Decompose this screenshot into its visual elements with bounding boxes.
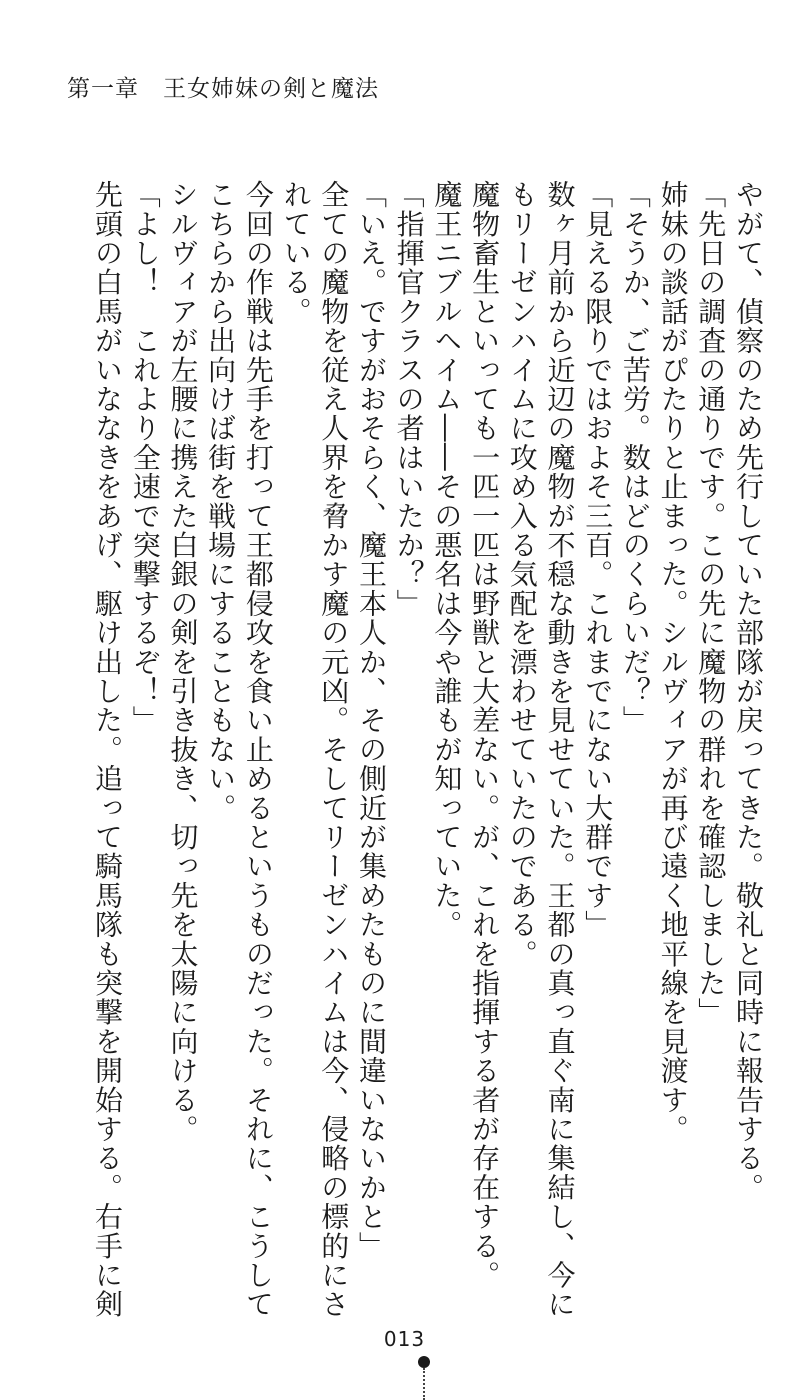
text-line: シルヴィアが左腰に携えた白銀の剣を引き抜き、切っ先を太陽に向ける。: [166, 180, 200, 1144]
text-line: 姉妹の談話がぴたりと止まった。シルヴィアが再び遠く地平線を見渡す。: [656, 180, 690, 1144]
text-line: 「先日の調査の通りです。この先に魔物の群れを確認しました」: [694, 180, 728, 1027]
text-line: もリーゼンハイムに攻め入る気配を漂わせていたのである。: [505, 180, 539, 969]
page-number: 013: [383, 1327, 426, 1351]
text-line: 全ての魔物を従え人界を脅かす魔の元凶。そしてリーゼンハイムは今、侵略の標的にさ: [317, 180, 351, 1319]
text-line: 「見える限りではおよそ三百。これまでにない大群です」: [581, 180, 615, 940]
chapter-header: 第一章 王女姉妹の剣と魔法: [67, 76, 379, 102]
text-line: 先頭の白馬がいななきをあげ、駆け出した。追って騎馬隊も突撃を開始する。右手に剣: [91, 180, 125, 1319]
text-line: 今回の作戦は先手を打って王都侵攻を食い止めるというものだった。それに、こうして: [241, 180, 275, 1319]
text-line: 魔王ニブルヘイム――その悪名は今や誰もが知っていた。: [430, 180, 464, 940]
text-line: 「いえ。ですがおそらく、魔王本人か、その側近が集めたものに間違いないかと」: [354, 180, 388, 1261]
thumb-index-line: [423, 1368, 425, 1400]
text-line: こちらから出向けば街を戦場にすることもない。: [204, 180, 238, 823]
text-line: やがて、偵察のため先行していた部隊が戻ってきた。敬礼と同時に報告する。: [732, 180, 765, 1202]
text-line: 「よし！ これより全速で突撃するぞ！」: [128, 180, 162, 735]
text-line: 「指揮官クラスの者はいたか？」: [392, 180, 426, 618]
text-line: 魔物畜生といっても一匹一匹は野獣と大差ない。が、これを指揮する者が存在する。: [468, 180, 502, 1290]
text-line: れている。: [279, 180, 313, 326]
thumb-index-dot: [418, 1356, 430, 1368]
text-line: 「そうか、ご苦労。数はどのくらいだ？」: [618, 180, 652, 735]
body-text: [88, 180, 767, 1319]
text-line: 数ヶ月前から近辺の魔物が不穏な動きを見せていた。王都の真っ直ぐ南に集結し、今に: [543, 180, 577, 1319]
